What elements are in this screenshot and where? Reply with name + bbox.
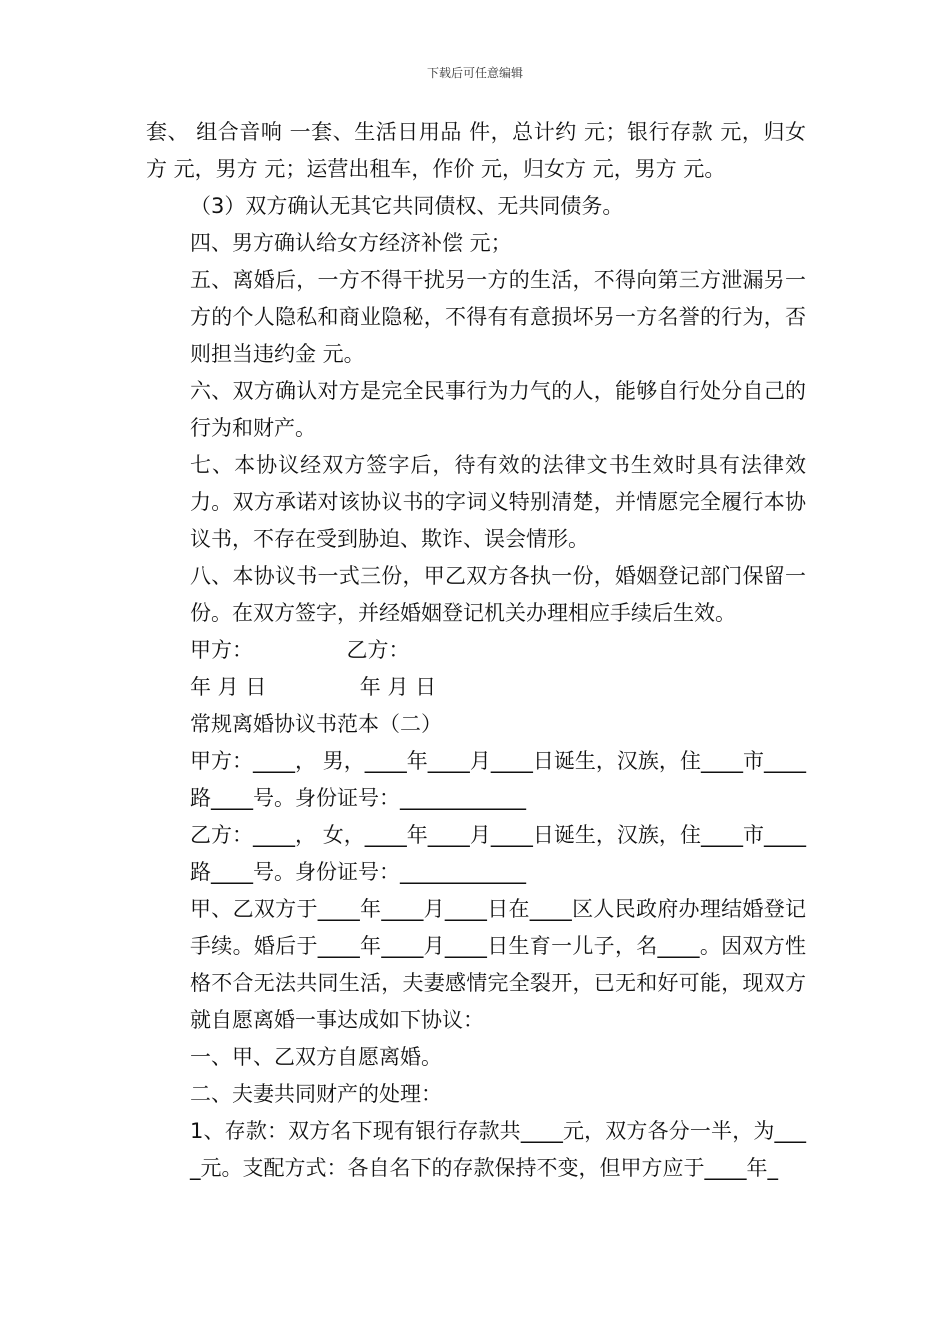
document-body <box>146 114 806 1187</box>
page-header: 下载后可任意编辑 <box>426 66 523 80</box>
paragraph-marriage-background: 甲、乙双方于____年____月____日在____区人民政府办理结婚登记手续。婚后于____年____月____日生育一儿子，名____。因双方性格不合无法共同生活，夫妻感情完全裂开，已无和好可能，现双方就自愿离婚一事达成如下协议： <box>190 897 806 1032</box>
paragraph-no-debt: （3）双方确认无其它共同债权、无共同债务。 <box>190 194 624 218</box>
paragraph-property-list: 套、 组合音响 一套、生活日用品 件，总计约 元；银行存款 元，归女方 元，男方 元；运营出租车，作价 元，归女方 元，男方 元。 <box>146 120 806 181</box>
signature-line: 甲方： 乙方： <box>190 638 410 662</box>
paragraph-compensation: 四、男方确认给女方经济补偿 元； <box>190 231 512 255</box>
party-b-info: 乙方：____， 女，____年____月____日诞生，汉族，住____市____路____号。身份证号：____________ <box>190 823 806 884</box>
date-line: 年 月 日 年 月 日 <box>190 675 437 699</box>
clause-two: 二、夫妻共同财产的处理： <box>190 1082 442 1106</box>
paragraph-capacity: 六、双方确认对方是完全民事行为力气的人，能够自行处分自己的行为和财产。 <box>190 379 806 440</box>
party-a-info: 甲方：____， 男，____年____月____日诞生，汉族，住____市____路____号。身份证号：____________ <box>190 749 806 810</box>
paragraph-privacy: 五、离婚后，一方不得干扰另一方的生活，不得向第三方泄漏另一方的个人隐私和商业隐秘，不得有有意损坏另一方名誉的行为，否则担当违约金 元。 <box>190 268 806 366</box>
paragraph-copies: 八、本协议书一式三份，甲乙双方各执一份，婚姻登记部门保留一份。在双方签字，并经婚姻登记机关办理相应手续后生效。 <box>190 564 806 625</box>
section-title: 常规离婚协议书范本（二） <box>190 712 442 736</box>
clause-deposit: 1、存款：双方名下现有银行存款共____元，双方各分一半，为____元。支配方式：各自名下的存款保持不变，但甲方应于____年_ <box>190 1119 806 1180</box>
clause-one: 一、甲、乙双方自愿离婚。 <box>190 1045 442 1069</box>
paragraph-effect: 七、本协议经双方签字后，待有效的法律文书生效时具有法律效力。双方承诺对该协议书的字词义特别清楚，并情愿完全履行本协议书，不存在受到胁迫、欺诈、误会情形。 <box>190 453 806 551</box>
